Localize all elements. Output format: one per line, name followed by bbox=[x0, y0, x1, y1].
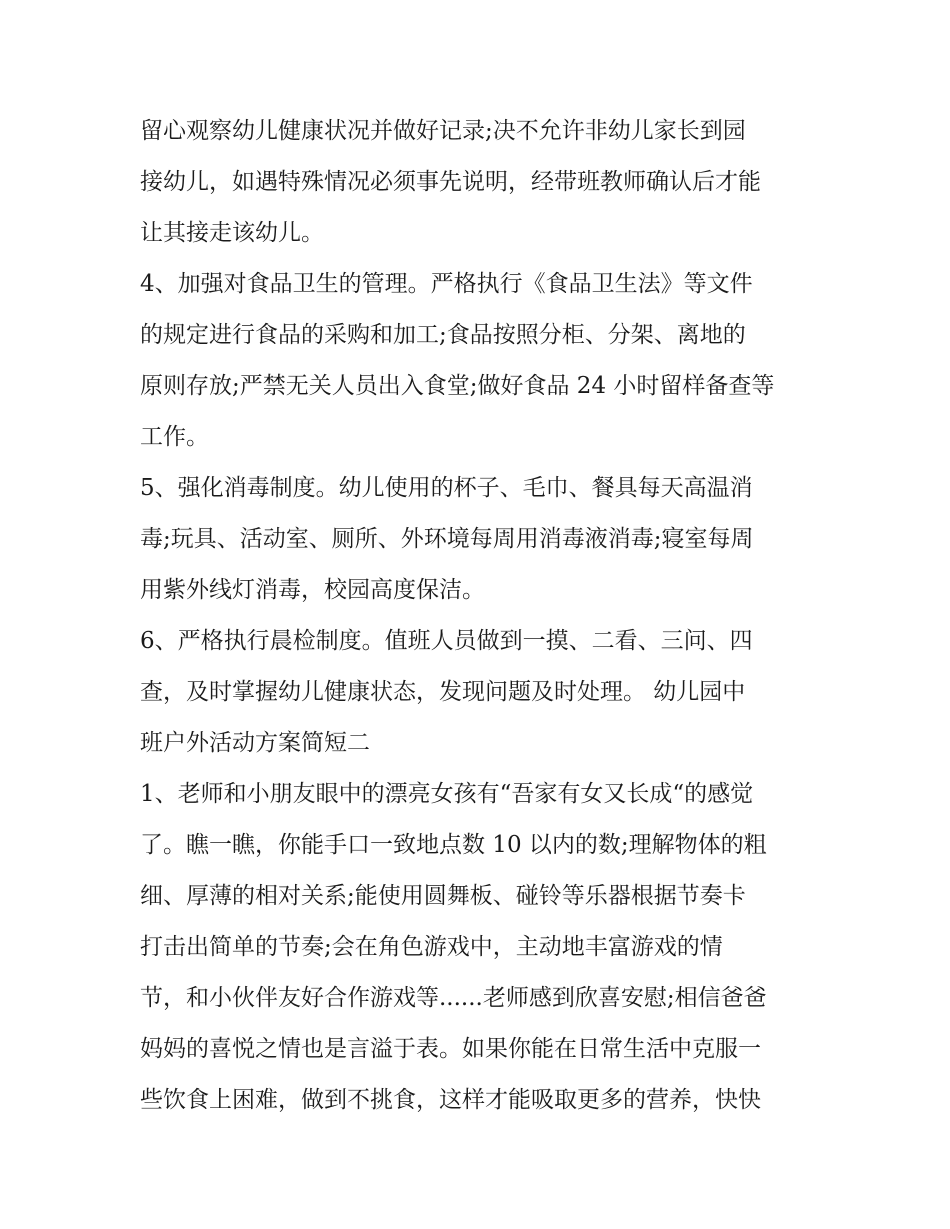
text-line: 的规定进行食品的采购和加工;食品按照分柜、分架、离地的 bbox=[140, 322, 746, 348]
text-line: 原则存放;严禁无关人员出入食堂;做好食品 24 小时留样备查等 bbox=[140, 373, 775, 399]
text-line: 妈妈的喜悦之情也是言溢于表。如果你能在日常生活中克服一 bbox=[140, 1036, 761, 1062]
text-line: 节，和小伙伴友好合作游戏等......老师感到欣喜安慰;相信爸爸 bbox=[140, 985, 767, 1011]
text-line: 用紫外线灯消毒，校园高度保洁。 bbox=[140, 577, 485, 603]
text-line: 班户外活动方案简短二 bbox=[140, 730, 370, 756]
text-line: 细、厚薄的相对关系;能使用圆舞板、碰铃等乐器根据节奏卡 bbox=[140, 883, 746, 909]
text-line: 留心观察幼儿健康状况并做好记录;决不允许非幼儿家长到园 bbox=[140, 118, 746, 144]
text-line: 5、强化消毒制度。幼儿使用的杯子、毛巾、餐具每天高温消 bbox=[140, 475, 753, 501]
text-line: 接幼儿，如遇特殊情况必须事先说明，经带班教师确认后才能 bbox=[140, 169, 761, 195]
body-text bbox=[140, 106, 820, 1126]
text-line: 工作。 bbox=[140, 424, 209, 450]
text-line: 查，及时掌握幼儿健康状态，发现问题及时处理。 幼儿园中 bbox=[140, 679, 746, 705]
text-line: 些饮食上困难，做到不挑食，这样才能吸取更多的营养，快快 bbox=[140, 1087, 761, 1113]
text-line: 1、老师和小朋友眼中的漂亮女孩有“吾家有女又长成“的感觉 bbox=[140, 781, 754, 807]
text-line: 4、加强对食品卫生的管理。严格执行《食品卫生法》等文件 bbox=[140, 271, 753, 297]
text-line: 了。瞧一瞧，你能手口一致地点数 10 以内的数;理解物体的粗 bbox=[140, 832, 767, 858]
text-line: 6、严格执行晨检制度。值班人员做到一摸、二看、三问、四 bbox=[140, 628, 753, 654]
text-line: 打击出简单的节奏;会在角色游戏中，主动地丰富游戏的情 bbox=[140, 934, 723, 960]
text-line: 让其接走该幼儿。 bbox=[140, 220, 324, 246]
text-line: 毒;玩具、活动室、厕所、外环境每周用消毒液消毒;寝室每周 bbox=[140, 526, 754, 552]
